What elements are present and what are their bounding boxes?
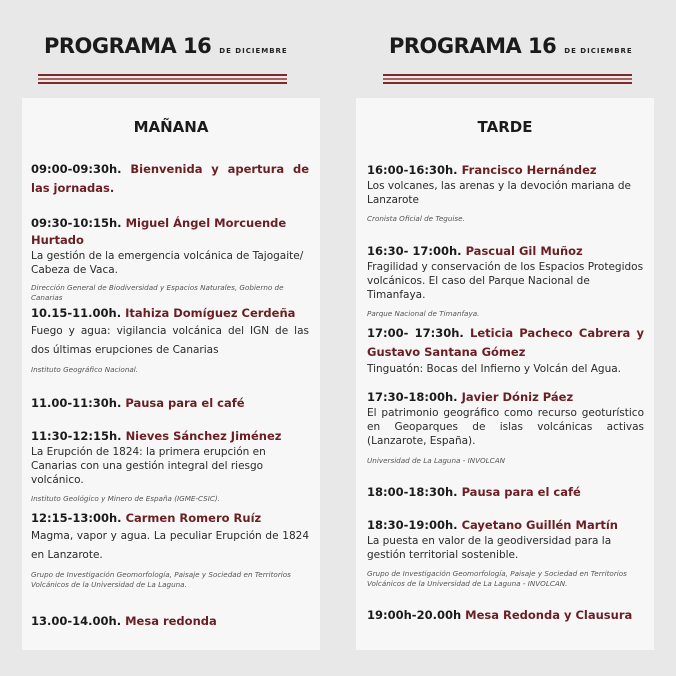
entry-time: 16:00-16:30h. bbox=[367, 163, 458, 177]
entry-heading bbox=[31, 428, 309, 445]
entry-time: 13.00-14.00h. bbox=[31, 614, 122, 628]
schedule-entry bbox=[367, 517, 644, 589]
entry-heading bbox=[367, 389, 644, 406]
entry-heading bbox=[367, 243, 644, 260]
entry-time: 11.00-11:30h. bbox=[31, 396, 122, 410]
entry-heading bbox=[31, 510, 309, 527]
schedule-entry bbox=[31, 428, 309, 504]
morning-card bbox=[22, 98, 320, 650]
entry-heading bbox=[31, 305, 309, 322]
schedule-entry bbox=[31, 395, 309, 412]
schedule-entry bbox=[367, 484, 644, 501]
entry-time: 11:30-12:15h. bbox=[31, 429, 122, 443]
afternoon-card bbox=[356, 98, 654, 650]
program-title: PROGRAMA 16 bbox=[389, 34, 557, 58]
program-date: DE DICIEMBRE bbox=[219, 47, 288, 55]
entry-heading bbox=[367, 484, 644, 501]
entry-heading bbox=[367, 607, 644, 624]
entry-description: Fragilidad y conservación de los Espacios Protegidos volcánicos. El caso del Parque Nacional de Timanfaya. bbox=[367, 261, 644, 301]
entry-description: La Erupción de 1824: la primera erupción en Canarias con una gestión integral del riesgo volcánico. bbox=[31, 446, 266, 486]
entry-time: 12:15-13:00h. bbox=[31, 511, 122, 525]
entry-organization: Cronista Oficial de Teguise. bbox=[367, 214, 465, 223]
schedule-entry bbox=[31, 215, 309, 303]
entry-organization: Instituto Geológico y Minero de España (IGME-CSIC). bbox=[31, 494, 220, 503]
entry-speaker: Javier Dóniz Páez bbox=[461, 390, 574, 404]
entry-title: Pausa para el café bbox=[125, 396, 245, 410]
schedule-entry bbox=[367, 389, 644, 466]
entry-time: 18:30-19:00h. bbox=[367, 518, 458, 532]
entry-title: Mesa Redonda y Clausura bbox=[465, 608, 633, 622]
entry-time: 10.15-11.00h. bbox=[31, 306, 122, 320]
schedule-entry bbox=[31, 160, 309, 198]
entry-description: La gestión de la emergencia volcánica de Tajogaite/ Cabeza de Vaca. bbox=[31, 250, 304, 276]
entry-time: 16:30- 17:00h. bbox=[367, 244, 462, 258]
entry-time: 18:00-18:30h. bbox=[367, 485, 458, 499]
entry-time: 09:00-09:30h. bbox=[31, 162, 122, 176]
schedule-entry bbox=[367, 607, 644, 624]
program-title: PROGRAMA 16 bbox=[44, 34, 212, 58]
schedule-entry bbox=[367, 162, 644, 224]
entry-speaker: Miguel Ángel Morcuende Hurtado bbox=[31, 216, 287, 247]
schedule-entry bbox=[31, 510, 309, 590]
entry-title: Bienvenida y apertura de las jornadas. bbox=[31, 162, 309, 195]
entry-description: El patrimonio geográfico como recurso geoturístico en Geoparques de islas volcánicas activas (Lanzarote, España). bbox=[367, 407, 644, 447]
entry-time: 17:30-18:00h. bbox=[367, 390, 458, 404]
entry-organization: Universidad de La Laguna - INVOLCAN bbox=[367, 456, 505, 465]
entry-description: Los volcanes, las arenas y la devoción mariana de Lanzarote bbox=[367, 180, 631, 206]
entry-speaker: Francisco Hernández bbox=[461, 163, 597, 177]
schedule-entry bbox=[367, 243, 644, 319]
entry-organization: Grupo de Investigación Geomorfología, Paisaje y Sociedad en Territorios Volcánicos de la Universidad de La Laguna. bbox=[31, 570, 291, 589]
entry-title: Mesa redonda bbox=[125, 614, 217, 628]
entry-organization: Grupo de Investigación Geomorfología, Paisaje y Sociedad en Territorios Volcánicos de la Universidad de La Laguna - INVOLCAN. bbox=[367, 569, 627, 588]
left-header-rule bbox=[38, 74, 287, 82]
afternoon-title: TARDE bbox=[477, 118, 533, 136]
entry-time: 09:30-10:15h. bbox=[31, 216, 122, 230]
entry-speaker: Pascual Gil Muñoz bbox=[465, 244, 583, 258]
entry-speaker: Cayetano Guillén Martín bbox=[461, 518, 618, 532]
entry-organization: Dirección General de Biodiversidad y Espacios Naturales, Gobierno de Canarias bbox=[31, 283, 284, 302]
entry-organization: Parque Nacional de Timanfaya. bbox=[367, 309, 480, 318]
entry-heading bbox=[31, 160, 309, 198]
schedule-entry bbox=[31, 305, 309, 375]
right-header-rule bbox=[383, 74, 632, 82]
entry-time: 19:00h-20.00h bbox=[367, 608, 462, 622]
entry-organization: Instituto Geográfico Nacional. bbox=[31, 365, 139, 374]
program-date: DE DICIEMBRE bbox=[564, 47, 633, 55]
entry-speaker: Carmen Romero Ruíz bbox=[125, 511, 262, 525]
entry-speaker: Nieves Sánchez Jiménez bbox=[125, 429, 282, 443]
entry-heading bbox=[31, 395, 309, 412]
entry-description: Fuego y agua: vigilancia volcánica del IGN de las dos últimas erupciones de Canarias bbox=[31, 325, 309, 356]
entry-description: La puesta en valor de la geodiversidad para la gestión territorial sostenible. bbox=[367, 535, 612, 561]
entry-title: Pausa para el café bbox=[461, 485, 581, 499]
entry-time: 17:00- 17:30h. bbox=[367, 326, 464, 340]
entry-heading bbox=[31, 613, 309, 630]
left-header bbox=[44, 34, 288, 64]
entry-speaker: Itahiza Domíguez Cerdeña bbox=[125, 306, 296, 320]
entry-speaker: Leticia Pacheco Cabrera y Gustavo Santana Gómez bbox=[367, 326, 644, 359]
entry-heading bbox=[31, 215, 309, 249]
schedule-entry bbox=[31, 613, 309, 630]
entry-heading bbox=[367, 324, 644, 362]
entry-heading bbox=[367, 517, 644, 534]
entry-description: Tinguatón: Bocas del Infierno y Volcán del Agua. bbox=[367, 363, 621, 375]
right-header bbox=[389, 34, 633, 64]
schedule-entry bbox=[367, 324, 644, 376]
entry-description: Magma, vapor y agua. La peculiar Erupción de 1824 en Lanzarote. bbox=[31, 530, 309, 561]
morning-title: MAÑANA bbox=[133, 118, 209, 136]
entry-heading bbox=[367, 162, 644, 179]
